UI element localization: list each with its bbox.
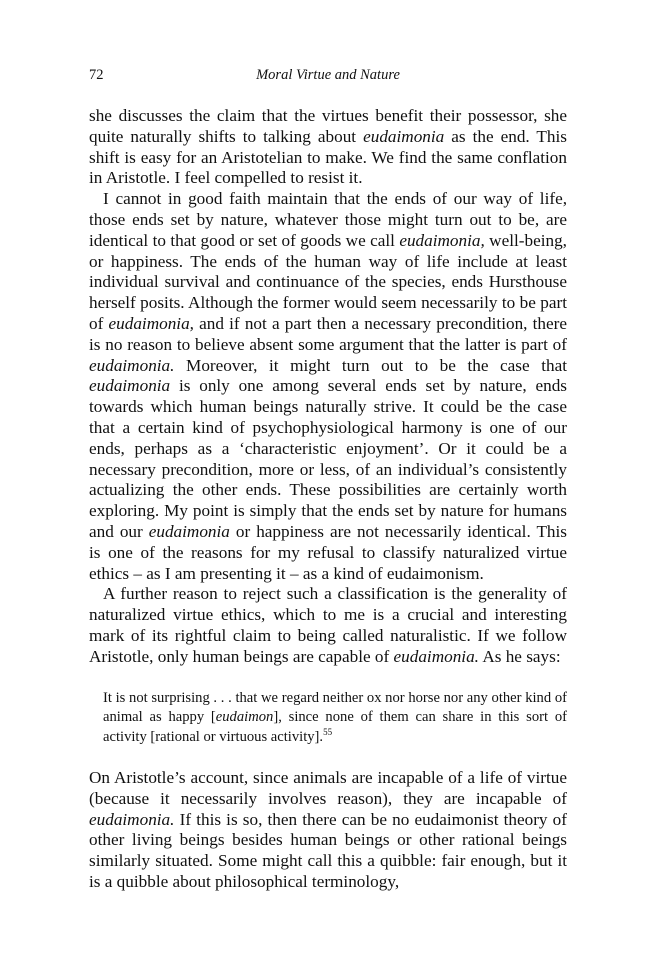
paragraph-2: I cannot in good faith maintain that the ends of our way of life, those ends set by nature, whatever those might turn out to be, are identical to that good or set of goods we call eudaimonia, well-being, or happiness. The ends of the human way of life include at least individual survival and continuance of the species, ends Hursthouse herself posits. Although the former would seem necessarily to be part of eudaimonia, and if not a part then a necessary precondition, there is no reason to believe absent some argument that the latter is part of eudaimonia. Moreover, it might turn out to be the case that eudaimonia is only one among several ends set by nature, ends towards which human beings naturally strive. It could be the case that a certain kind of psychophysiological harmony is one of our ends, perhaps as a ‘characteristic enjoyment’. Or it could be a necessary precondition, more or less, of an individual’s consistently actualizing the other ends. These possibilities are certainly worth exploring. My point is simply that the ends set by nature for humans and our eudaimonia or happiness are not necessarily identical. This is one of the reasons for my refusal to classify naturalized virtue ethics – as I am presenting it – as a kind of eudaimonism. <box>89 189 567 583</box>
italic-term: eudaimon <box>215 709 274 726</box>
italic-term: eudaimonia <box>363 126 445 146</box>
paragraph-1: she discusses the claim that the virtues benefit their possessor, she quite naturally shifts to talking about eudaimonia as the end. This shift is easy for an Aristotelian to make. We find the same conflation in Aristotle. I feel compelled to resist it. <box>89 106 567 188</box>
quote-text: It is not surprising . . . that we regard neither ox nor horse nor any other kind of animal as happy [eudaimon], since none of them can share in this sort of activity [rational or virtuous activity].$^{55}$ <box>103 689 567 745</box>
italic-term: eudaimonia, <box>108 313 194 333</box>
italic-term: eudaimonia. <box>89 809 175 829</box>
page-number: 72 <box>89 67 104 83</box>
paragraph-3: A further reason to reject such a classification is the generality of naturalized virtue ethics, which to me is a crucial and interesting mark of its rightful claim to being called naturalistic. If we follow Aristotle, only human beings are capable of eudaimonia. As he says: <box>89 584 567 666</box>
italic-term: eudaimonia <box>89 376 171 396</box>
running-title: Moral Virtue and Nature <box>256 67 400 83</box>
body-text <box>89 106 567 893</box>
book-page <box>89 64 567 893</box>
italic-term: eudaimonia, <box>399 230 485 250</box>
block-quote <box>103 689 567 748</box>
paragraph-4: On Aristotle’s account, since animals are incapable of a life of virtue (because it necessarily involves reason), they are incapable of eudaimonia. If this is so, then there can be no eudaimonist theory of other living beings besides human beings or other rational beings similarly situated. Some might call this a quibble: fair enough, but it is a quibble about philosophical terminology, <box>89 768 567 891</box>
italic-term: eudaimonia. <box>393 646 479 666</box>
italic-term: eudaimonia <box>148 521 230 541</box>
running-head <box>89 64 567 86</box>
footnote-marker: 55 <box>323 726 333 737</box>
italic-term: eudaimonia. <box>89 355 175 375</box>
